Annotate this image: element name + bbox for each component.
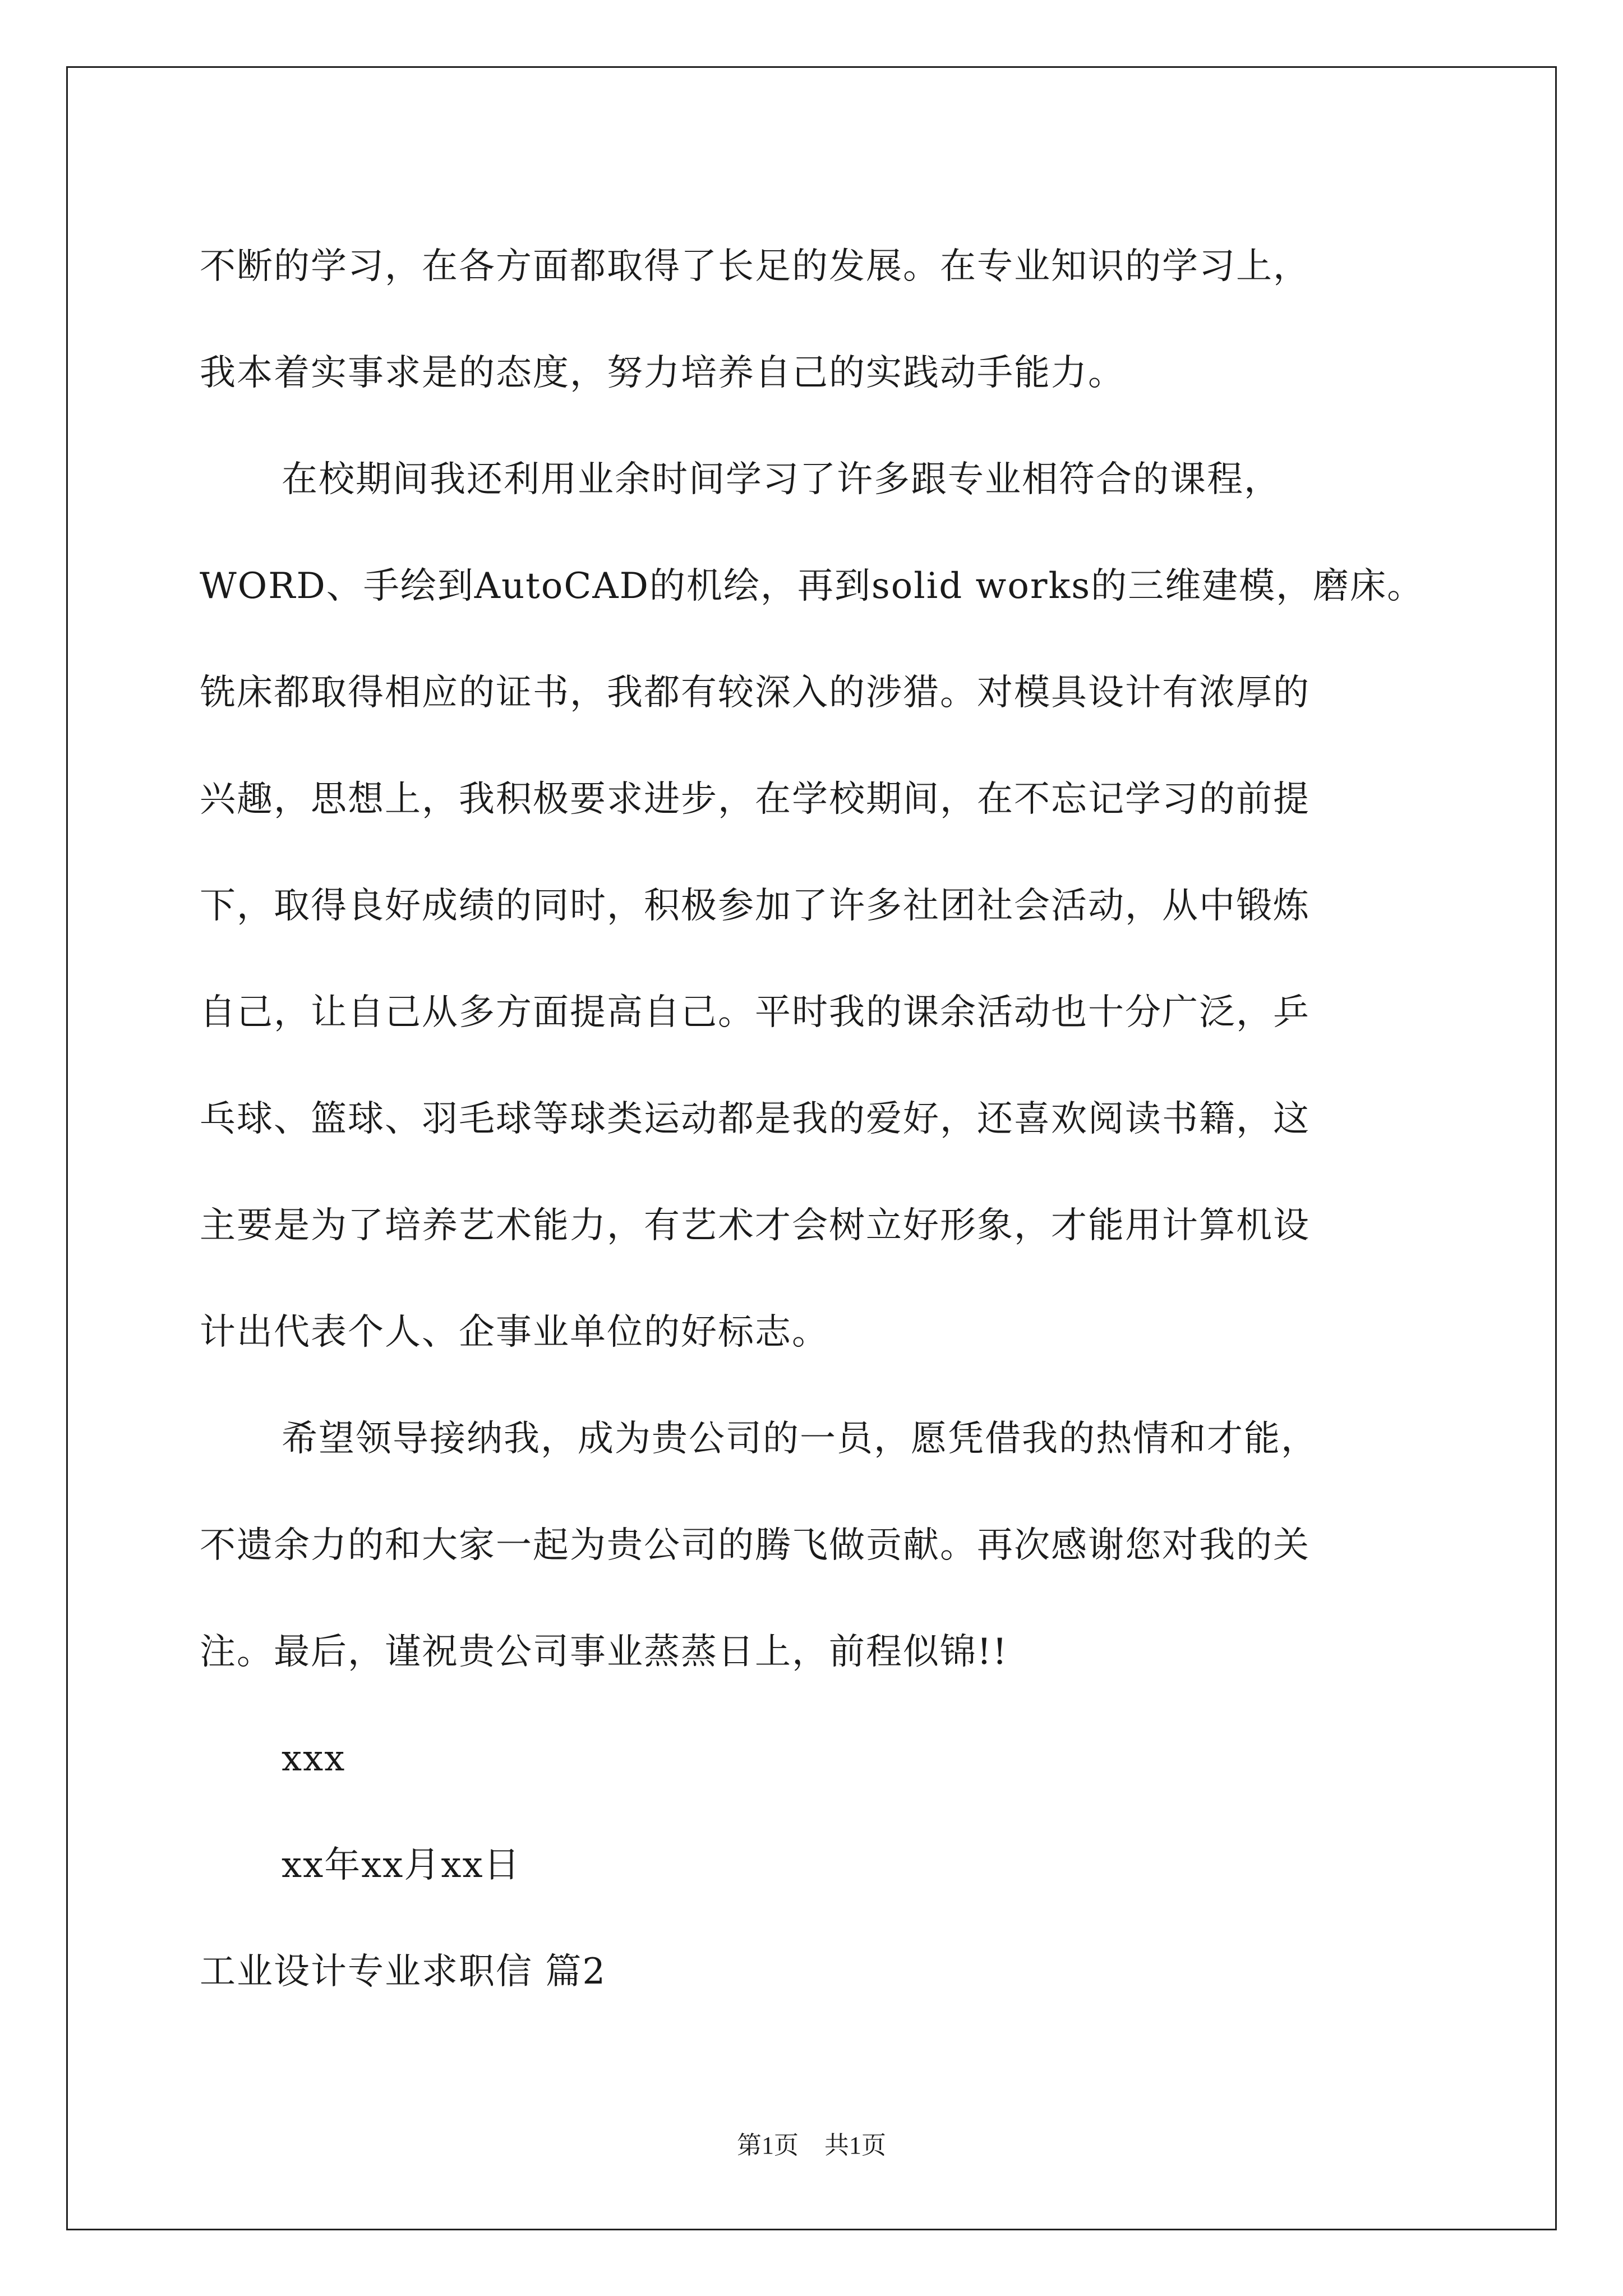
paragraph-line: 注。最后，谨祝贵公司事业蒸蒸日上，前程似锦!! <box>200 1631 1008 1673</box>
paragraph-line: 希望领导接纳我，成为贵公司的一员，愿凭借我的热情和才能， <box>282 1418 1318 1460</box>
paragraph-line: WORD、手绘到AutoCAD的机绘，再到solid works的三维建模，磨床。 <box>200 565 1424 607</box>
page-number-current: 第1页 <box>737 2132 799 2159</box>
signature-name: xxx <box>282 1738 346 1779</box>
paragraph-line: 主要是为了培养艺术能力，有艺术才会树立好形象，才能用计算机设 <box>200 1205 1310 1246</box>
paragraph-line: 在校期间我还利用业余时间学习了许多跟专业相符合的课程， <box>282 459 1281 500</box>
paragraph-line: 兴趣，思想上，我积极要求进步，在学校期间，在不忘记学习的前提 <box>200 779 1310 820</box>
paragraph-line: 自己，让自己从多方面提高自己。平时我的课余活动也十分广泛，乒 <box>200 992 1310 1033</box>
signature-date: xx年xx月xx日 <box>282 1844 521 1886</box>
paragraph-line: 不遗余力的和大家一起为贵公司的腾飞做贡献。再次感谢您对我的关 <box>200 1525 1310 1566</box>
page-footer <box>0 2129 1623 2162</box>
paragraph-line: 乓球、篮球、羽毛球等球类运动都是我的爱好，还喜欢阅读书籍，这 <box>200 1098 1310 1140</box>
paragraph-line: 我本着实事求是的态度，努力培养自己的实践动手能力。 <box>200 352 1125 394</box>
section-heading: 工业设计专业求职信 篇2 <box>200 1951 607 1993</box>
paragraph-line: 不断的学习，在各方面都取得了长足的发展。在专业知识的学习上， <box>200 246 1310 287</box>
paragraph-line: 计出代表个人、企事业单位的好标志。 <box>200 1312 829 1353</box>
paragraph-line: 铣床都取得相应的证书，我都有较深入的涉猎。对模具设计有浓厚的 <box>200 672 1310 714</box>
document-body <box>200 213 1445 2025</box>
paragraph-line: 下，取得良好成绩的同时，积极参加了许多社团社会活动，从中锻炼 <box>200 885 1310 927</box>
page-number-total: 共1页 <box>824 2132 886 2159</box>
